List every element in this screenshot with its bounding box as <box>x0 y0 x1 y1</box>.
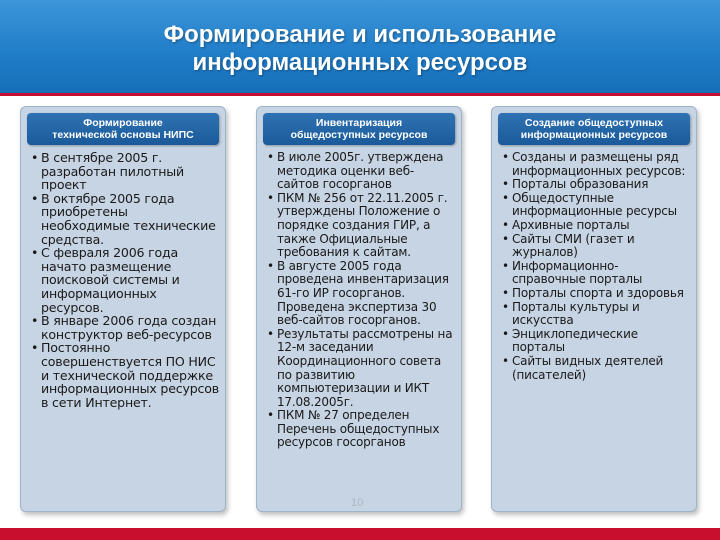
list-item: • Архивные порталы <box>502 219 690 233</box>
bottom-band <box>0 528 720 540</box>
column-public-resources <box>491 106 697 512</box>
list-item: • ПКМ № 27 определен Перечень общедоступных ресурсов госорганов <box>267 409 455 450</box>
bullet-list <box>492 145 696 382</box>
list-item: • С февраля 2006 года начато размещение поисковой системы и информационных ресурсов. <box>31 246 219 314</box>
column-inventory <box>256 106 462 512</box>
list-item: • В июле 2005г. утверждена методика оценки веб-сайтов госорганов <box>267 151 455 192</box>
list-item: • В октябре 2005 года приобретены необходимые технические средства. <box>31 192 219 246</box>
slide-title: Формирование и использование информационных ресурсов <box>163 20 557 76</box>
list-item: • Информационно-справочные порталы <box>502 260 690 287</box>
title-bar <box>0 0 720 93</box>
list-item: • ПКМ № 256 от 22.11.2005 г. утверждены Положение о порядке создания ГИР, а также Официальные требования к сайтам. <box>267 192 455 260</box>
bullet-list <box>257 145 461 450</box>
list-item: • Сайты видных деятелей (писателей) <box>502 355 690 382</box>
page-number: 10 <box>351 497 364 509</box>
list-item: • Общедоступные информационные ресурсы <box>502 192 690 219</box>
bullet-list <box>21 145 225 409</box>
list-item: • В сентябре 2005 г. разработан пилотный проект <box>31 151 219 192</box>
list-item: • В августе 2005 года проведена инвентаризация 61-го ИР госорганов. Проведена экспертиза 30 веб-сайтов госорганов. <box>267 260 455 328</box>
list-item: • Энциклопедические порталы <box>502 328 690 355</box>
list-item: • Сайты СМИ (газет и журналов) <box>502 233 690 260</box>
column-header: Инвентаризация общедоступных ресурсов <box>263 113 455 145</box>
list-item: • Созданы и размещены ряд информационных ресурсов: <box>502 151 690 178</box>
title-divider <box>0 93 720 96</box>
list-item: • Порталы спорта и здоровья <box>502 287 690 301</box>
list-item: • Порталы образования <box>502 178 690 192</box>
column-technical-base <box>20 106 226 512</box>
list-item: • Результаты рассмотрены на 12-м заседании Координационного совета по развитию компьютеризации и ИКТ 17.08.2005г. <box>267 328 455 410</box>
column-header: Формирование технической основы НИПС <box>27 113 219 145</box>
list-item: • Порталы культуры и искусства <box>502 301 690 328</box>
list-item: • В январе 2006 года создан конструктор веб-ресурсов <box>31 314 219 341</box>
column-header: Создание общедоступных информационных ресурсов <box>498 113 690 145</box>
list-item: • Постоянно совершенствуется ПО НИС и технической поддержке информационных ресурсов в сети Интернет. <box>31 341 219 409</box>
